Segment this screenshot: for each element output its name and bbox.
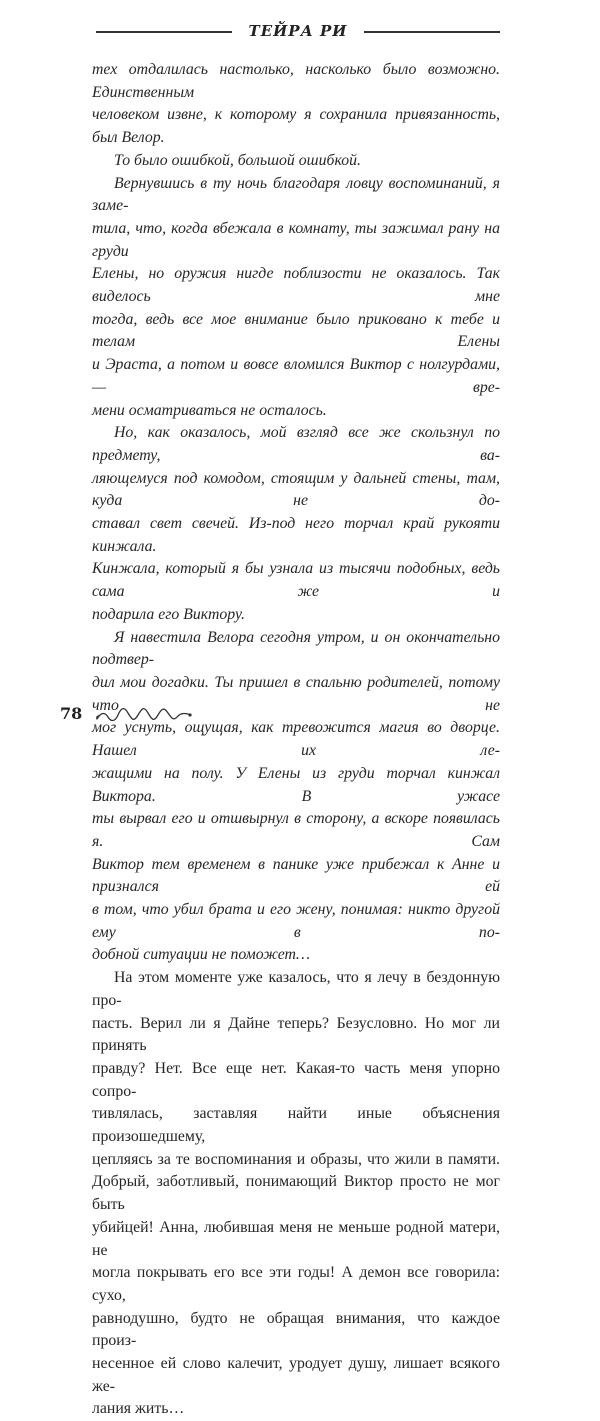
text-line: дил мои догадки. Ты пришел в спальню родителей, потому что не — [92, 673, 500, 714]
text-line: На этом моменте уже казалось, что я лечу в бездонную про- — [92, 969, 500, 1009]
regular-passage — [92, 967, 500, 1421]
text-line: и Эраста, а потом и вовсе вломился Виктор с нолгурдами, — вре- — [92, 356, 500, 396]
text-line: тех отдалилась настолько, насколько было возможно. Единственным — [92, 61, 500, 101]
text-line: жащими на полу. У Елены из груди торчал кинжал Виктора. В ужасе — [92, 764, 500, 805]
text-line: тила, что, когда вбежала в комнату, ты зажимал рану на груди — [92, 219, 500, 260]
text-line: несенное ей слово калечит, уродует душу, лишает всякого же- — [92, 1355, 500, 1395]
text-line: Вернувшись в ту ночь благодаря ловцу воспоминаний, я заме- — [92, 174, 500, 215]
text-line: пасть. Верил ли я Дайне теперь? Безусловно. Но мог ли принять — [92, 1014, 500, 1055]
page-body — [92, 59, 500, 1421]
text-line: мог уснуть, ощущая, как тревожится магия во дворце. Нашел их ле- — [92, 719, 500, 760]
text-line: равнодушно, будто не обращая внимания, что каждое произ- — [92, 1309, 500, 1350]
text-line: в том, что убил брата и его жену, понимая: никто другой ему в по- — [92, 901, 500, 941]
text-line: подарила его Виктору. — [92, 605, 245, 623]
text-line: убийцей! Анна, любившая меня не меньше родной матери, не — [92, 1218, 500, 1259]
text-line: тогда, ведь все мое внимание было приковано к тебе и телам Елены — [92, 310, 500, 351]
header-title: ТЕЙРА РИ — [248, 22, 348, 40]
header-rule-right — [364, 31, 500, 33]
page-number: 78 — [60, 704, 83, 723]
text-line: ляющемуся под комодом, стоящим у дальней стены, там, куда не до- — [92, 469, 500, 510]
text-line: Кинжала, который я бы узнала из тысячи подобных, ведь сама же и — [92, 560, 500, 601]
text-line: цепляясь за те воспоминания и образы, что жили в памяти. — [92, 1150, 500, 1168]
italic-passage — [92, 59, 500, 967]
text-line: тивлялась, заставляя найти иные объяснения произошедшему, — [92, 1105, 500, 1146]
text-line: Я навестила Велора сегодня утром, и он окончательно подтвер- — [92, 628, 500, 669]
running-header — [96, 20, 500, 44]
text-line: ставал свет свечей. Из-под него торчал край рукояти кинжала. — [92, 515, 500, 555]
text-line: лания жить… — [92, 1400, 185, 1418]
text-line: Елены, но оружия нигде поблизости не оказалось. Так виделось мне — [92, 265, 500, 306]
text-line: человеком извне, к которому я сохранила привязанность, был Велор. — [92, 106, 500, 147]
text-line: добной ситуации не поможет… — [92, 946, 311, 964]
text-line: мени осматриваться не осталось. — [92, 401, 327, 419]
text-line: Виктор тем временем в панике уже прибежал к Анне и признался ей — [92, 855, 500, 896]
text-line: правду? Нет. Все еще нет. Какая-то часть меня упорно сопро- — [92, 1059, 500, 1100]
text-line: могла покрывать его все эти годы! А демон все говорила: сухо, — [92, 1264, 500, 1304]
text-line: ты вырвал его и отшвырнул в сторону, а вскоре появилась я. Сам — [92, 810, 500, 850]
text-line: Добрый, заботливый, понимающий Виктор просто не мог быть — [92, 1173, 500, 1214]
text-line: То было ошибкой, большой ошибкой. — [114, 151, 361, 169]
text-line: Но, как оказалось, мой взгляд все же скользнул по предмету, ва- — [92, 424, 500, 464]
serpent-ornament-icon — [94, 700, 194, 726]
